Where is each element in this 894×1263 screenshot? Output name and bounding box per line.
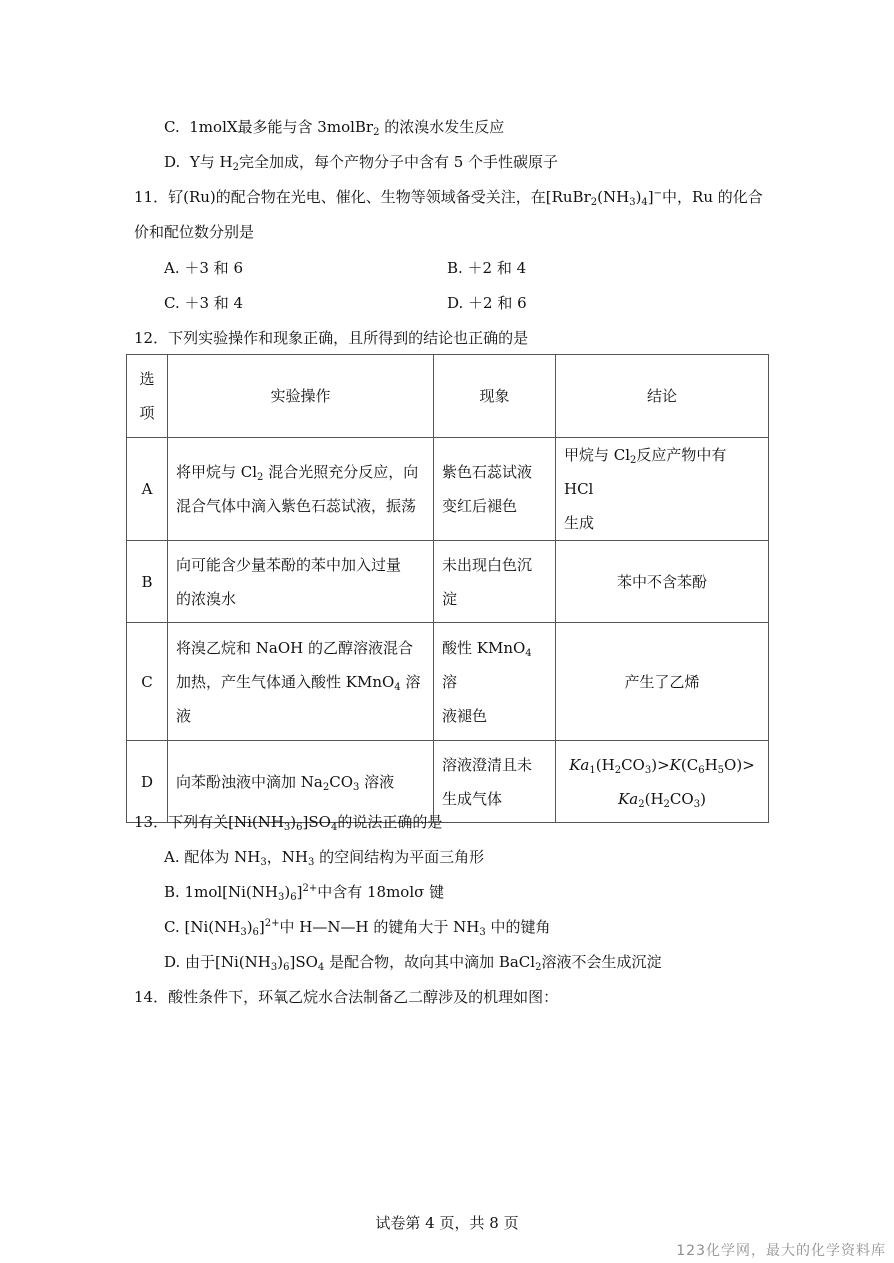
q13-option-a: A. 配体为 $NH_3$，$NH_3$ 的空间结构为平面三角形 [164,848,485,868]
row-d-phenomenon: 溶液澄清且未 生成气体 [434,741,556,823]
header-operation: 实验操作 [168,355,434,438]
row-b-operation: 向可能含少量苯酚的苯中加入过量 的浓溴水 [168,541,434,623]
row-b-conclusion: 苯中不含苯酚 [556,541,769,623]
row-a-phenomenon: 紫色石蕊试液 变红后褪色 [434,438,556,541]
q13-option-c: C. $[Ni(NH_3)_6]^{2+}$中 H—N—H 的键角大于 $NH_3$ 中的键角 [164,918,551,938]
q10-option-d: D. Y与 $H_2$完全加成，每个产物分子中含有 5 个手性碳原子 [164,153,559,173]
row-b-option: B [127,541,168,623]
q10-option-c: C. 1molX最多能与含 3molBr$_2$ 的浓溴水发生反应 [164,118,505,138]
q11-stem-line1: 11．钌(Ru)的配合物在光电、催化、生物等领域备受关注，在$[RuBr_2(NH_3)_4]^-$中，Ru 的化合 [134,188,763,208]
row-d-operation: 向苯酚浊液中滴加 $Na_2CO_3$ 溶液 [168,741,434,823]
table-row [127,623,769,741]
q13-stem: 13．下列有关$[Ni(NH_3)_6]SO_4$的说法正确的是 [134,813,443,833]
table-row [127,438,769,541]
row-d-option: D [127,741,168,823]
row-c-operation: 将溴乙烷和 NaOH 的乙醇溶液混合 加热，产生气体通入酸性 KMnO$_4$ 溶 液 [168,623,434,741]
q11-option-b: B. ＋2 和 4 [447,259,527,277]
table-row [127,741,769,823]
row-a-operation: 将甲烷与 $Cl_2$ 混合光照充分反应，向 混合气体中滴入紫色石蕊试液，振荡 [168,438,434,541]
experiment-table [126,354,769,823]
header-phenomenon: 现象 [434,355,556,438]
header-option: 选 项 [127,355,168,438]
row-c-option: C [127,623,168,741]
q11-option-a: A. ＋3 和 6 [164,259,243,277]
row-c-phenomenon: 酸性 KMnO$_4$ 溶 液褪色 [434,623,556,741]
q13-option-b: B. $1mol[Ni(NH_3)_6]^{2+}$中含有 18molσ 键 [164,883,445,903]
table-row [127,541,769,623]
q11-option-c: C. ＋3 和 4 [164,294,244,312]
q13-option-d: D. 由于$[Ni(NH_3)_6]SO_4$ 是配合物，故向其中滴加 BaCl$_2$溶液不会生成沉淀 [164,953,662,973]
page-footer: 试卷第 4 页，共 8 页 [375,1214,519,1232]
row-c-conclusion: 产生了乙烯 [556,623,769,741]
q11-option-d: D. ＋2 和 6 [447,294,527,312]
header-conclusion: 结论 [556,355,769,438]
row-a-conclusion: 甲烷与 $Cl_2$反应产物中有 HCl 生成 [556,438,769,541]
site-watermark: 123化学网，最大的化学资料库 [676,1243,886,1259]
q12-stem: 12．下列实验操作和现象正确，且所得到的结论也正确的是 [134,329,529,347]
q11-stem-line2: 价和配位数分别是 [134,223,255,241]
row-d-conclusion: $Ka_1(H_2CO_3)>K(C_6H_5O)>$ $Ka_2(H_2CO_3)$ [556,741,769,823]
q14-stem: 14．酸性条件下，环氧乙烷水合法制备乙二醇涉及的机理如图： [134,988,559,1006]
row-a-option: A [127,438,168,541]
row-b-phenomenon: 未出现白色沉 淀 [434,541,556,623]
table-header-row [127,355,769,438]
